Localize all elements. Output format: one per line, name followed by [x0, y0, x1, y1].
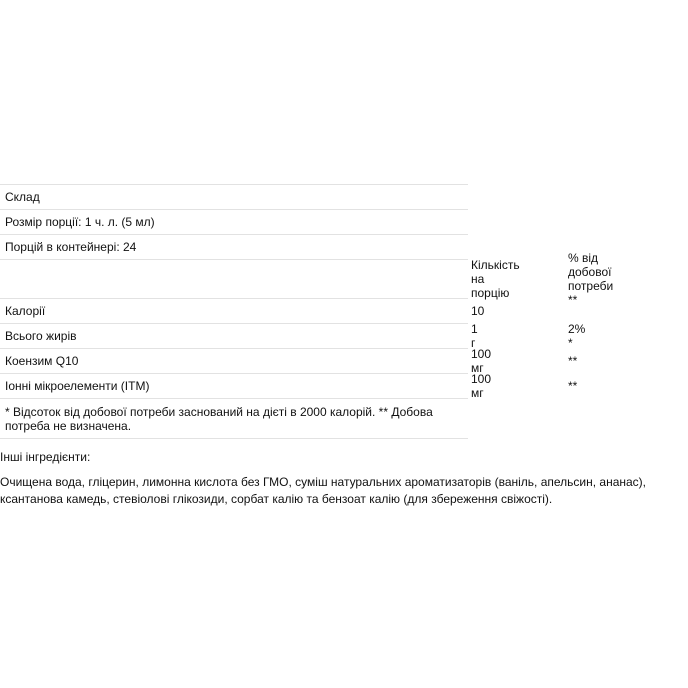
ingredients-line-1: Очищена вода, гліцерин, лимонна кислота без ГМО, суміш натуральних ароматизаторів (ваніль, апельсин, ананас), — [0, 475, 647, 489]
nutrient-name: Калорії — [5, 304, 46, 318]
servings-per-container: Порцій в контейнері: 24 — [5, 240, 137, 254]
table-row — [0, 372, 578, 400]
amount-per-serving-header — [471, 258, 520, 300]
nutrient-dv: 2% * — [568, 322, 586, 350]
column-header-row — [0, 251, 614, 307]
daily-value-header — [568, 251, 613, 307]
amount-header-line-1: Кількість на — [471, 258, 520, 286]
table-row — [0, 322, 586, 350]
dv-header-line-2: потреби ** — [568, 279, 614, 307]
nutrient-dv: ** — [568, 354, 578, 368]
table-row — [0, 347, 578, 375]
table-row — [0, 298, 485, 323]
nutrient-amount: 100 мг — [471, 347, 492, 375]
footnote-line-1: * Відсоток від добової потреби заснований на дієті в 2000 калорій. ** Добова — [5, 404, 433, 419]
nutrient-amount: 100 мг — [471, 372, 492, 400]
footnote — [5, 405, 433, 433]
serving-size-row — [0, 209, 468, 234]
facts-title: Склад — [5, 190, 40, 204]
dv-header-line-1: % від добової — [568, 251, 612, 279]
nutrient-name: Іонні мікроелементи (ITM) — [5, 379, 150, 393]
other-ingredients-heading: Інші інгредієнти: — [0, 450, 91, 464]
serving-size: Розмір порції: 1 ч. л. (5 мл) — [5, 215, 155, 229]
amount-header-line-2: порцію — [471, 286, 510, 300]
facts-title-row — [0, 184, 468, 209]
nutrient-dv: ** — [568, 379, 578, 393]
footnote-line-2: потреба не визначена. — [5, 418, 132, 433]
nutrient-amount: 10 — [471, 304, 485, 318]
other-ingredients-list — [0, 474, 688, 508]
nutrient-name: Всього жирів — [5, 329, 77, 343]
servings-per-container-row — [0, 234, 468, 259]
supplement-facts-table — [0, 184, 614, 439]
nutrient-amount: 1 г — [471, 322, 478, 350]
footnote-row — [0, 398, 468, 439]
nutrient-name: Коензим Q10 — [5, 354, 79, 368]
ingredients-line-2: ксантанова камедь, стевіолові глікозиди, сорбат калію та бензоат калію (для збереження свіжості). — [0, 492, 553, 506]
